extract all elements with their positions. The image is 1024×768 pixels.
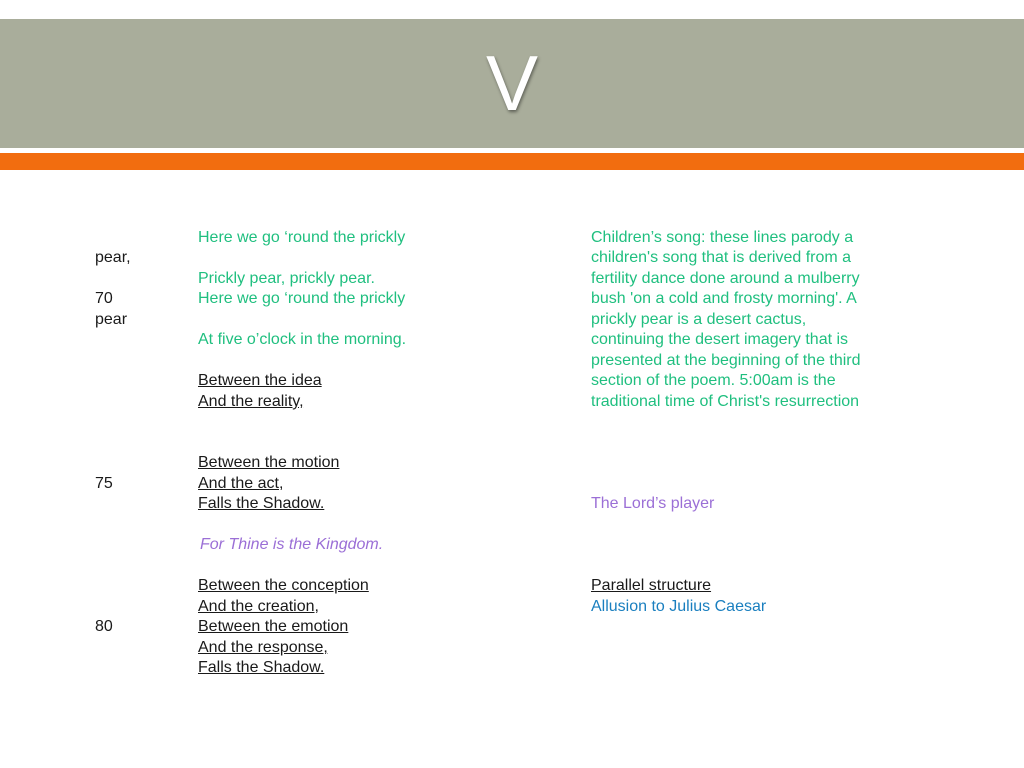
- poem-line: Falls the Shadow.: [198, 495, 325, 512]
- note-line: Children’s song: these lines parody a: [591, 229, 854, 246]
- poem-line: And the reality,: [198, 393, 304, 410]
- note-parallel-structure: Parallel structure: [591, 577, 712, 594]
- slide-title: V: [485, 39, 539, 127]
- poem-line: And the act,: [198, 475, 284, 492]
- line-number: 75: [95, 475, 113, 492]
- poem-line: Between the idea: [198, 372, 322, 389]
- line-number: 70: [95, 290, 113, 307]
- note-allusion: Allusion to Julius Caesar: [591, 598, 767, 615]
- poem-line: Prickly pear, prickly pear.: [198, 270, 375, 287]
- note-line: presented at the beginning of the third: [591, 352, 861, 369]
- poem-line: Between the motion: [198, 454, 340, 471]
- note-line: prickly pear is a desert cactus,: [591, 311, 807, 328]
- poem-line: And the creation,: [198, 598, 319, 615]
- note-line: fertility dance done around a mulberry: [591, 270, 860, 287]
- note-line: section of the poem. 5:00am is the: [591, 372, 836, 389]
- note-lords-prayer: The Lord’s player: [591, 495, 715, 512]
- poem-line-continuation: pear: [95, 311, 128, 328]
- poem-line: And the response,: [198, 639, 328, 656]
- poem-line: Here we go ‘round the prickly: [198, 290, 406, 307]
- note-line: traditional time of Christ's resurrection: [591, 393, 860, 410]
- poem-line: Falls the Shadow.: [198, 659, 325, 676]
- poem-line: Between the emotion: [198, 618, 349, 635]
- poem-line: At five o’clock in the morning.: [198, 331, 407, 348]
- poem-line-continuation: pear,: [95, 249, 131, 266]
- line-number: 80: [95, 618, 113, 635]
- note-line: continuing the desert imagery that is: [591, 331, 849, 348]
- poem-line: Between the conception: [198, 577, 369, 594]
- poem-line: Here we go ‘round the prickly: [198, 229, 406, 246]
- note-line: bush 'on a cold and frosty morning'. A: [591, 290, 857, 307]
- note-line: children's song that is derived from a: [591, 249, 852, 266]
- poem-line: For Thine is the Kingdom.: [200, 536, 384, 553]
- accent-divider: [0, 153, 1024, 170]
